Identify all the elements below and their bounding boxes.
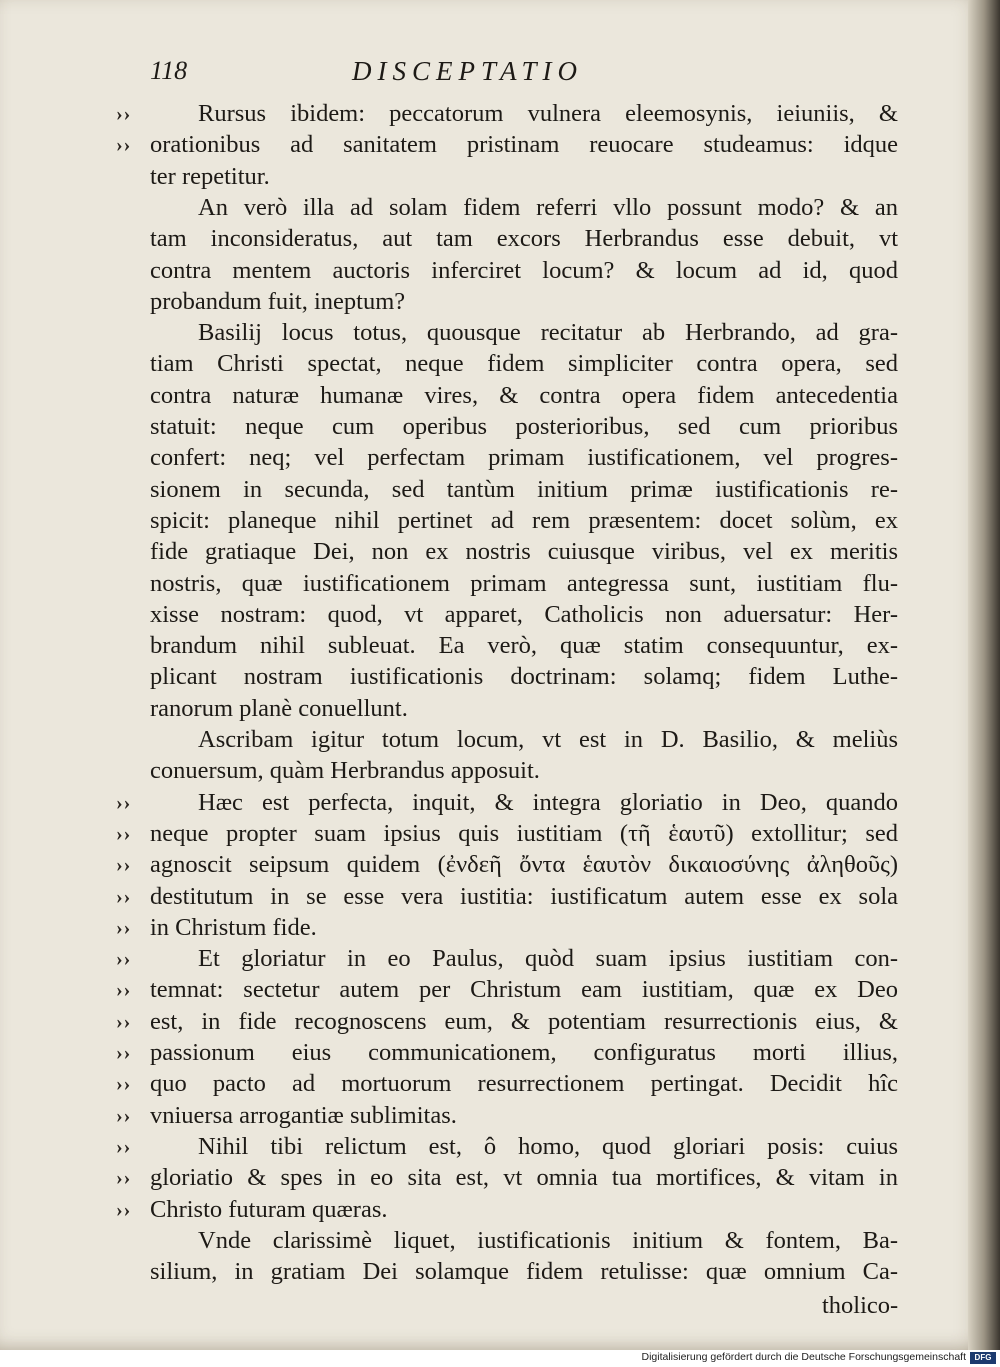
line-text: est, in fide recognoscens eum, & potentiam resurrectionis eius, & [150, 1007, 898, 1035]
quotation-marker: ›› [116, 134, 132, 157]
scan-edge [968, 0, 1000, 1350]
line-text: contra naturæ humanæ vires, & contra opera fidem antecedentia [150, 381, 898, 409]
text-line [0, 1194, 985, 1226]
text-line [0, 286, 985, 318]
line-text: tiam Christi spectat, neque fidem simpliciter contra opera, sed [150, 350, 898, 378]
page-number: 118 [150, 56, 188, 85]
quotation-marker: ›› [116, 1010, 132, 1033]
line-text: Christo futuram quæras. [150, 1195, 388, 1223]
text-line [0, 1100, 985, 1132]
text-line [0, 348, 985, 380]
text-line [0, 568, 985, 600]
quotation-marker: ›› [116, 1198, 132, 1221]
text-line [0, 1131, 985, 1163]
line-text: conuersum, quàm Herbrandus apposuit. [150, 757, 540, 785]
line-text: silium, in gratiam Dei solamque fidem retulisse: quæ omnium Ca- [150, 1258, 898, 1286]
line-text: Basilij locus totus, quousque recitatur ab Herbrando, ad gra- [198, 319, 898, 347]
line-text: nostris, quæ iustificationem primam antegressa sunt, iustitiam flu- [150, 569, 898, 597]
text-line [0, 223, 985, 255]
quotation-marker: ›› [116, 1042, 132, 1064]
line-text: Hæc est perfecta, inquit, & integra gloriatio in Deo, quando [198, 788, 898, 816]
text-line [0, 161, 985, 193]
quotation-marker: ›› [116, 1135, 132, 1158]
text-line [0, 380, 985, 412]
line-text: Nihil tibi relictum est, ô homo, quod gloriari posis: cuius [198, 1132, 898, 1160]
text-line [0, 599, 985, 631]
text-line [0, 630, 985, 662]
line-text: plicant nostram iustificationis doctrinam: solamq; fidem Luthe- [150, 663, 898, 691]
quotation-marker: ›› [116, 1104, 132, 1127]
text-line [0, 912, 985, 944]
line-text: tam inconsideratus, aut tam excors Herbrandus esse debuit, vt [150, 225, 898, 253]
text-line [0, 943, 985, 975]
text-line [0, 881, 985, 913]
line-text: quo pacto ad mortuorum resurrectionem pertingat. Decidit hîc [150, 1070, 898, 1098]
line-text: confert: neq; vel perfectam primam iustificationem, vel progres- [150, 444, 898, 472]
text-line [0, 849, 985, 881]
text-line [0, 411, 985, 443]
text-line [0, 661, 985, 693]
line-text: temnat: sectetur autem per Christum eam iustitiam, quæ ex Deo [150, 976, 898, 1004]
line-text: neque propter suam ipsius quis iustitiam (τῆ ἑαυτῦ) extollitur; sed [150, 819, 898, 847]
line-text: ter repetitur. [150, 162, 270, 190]
line-text: Rursus ibidem: peccatorum vulnera eleemosynis, ieiuniis, & [198, 100, 898, 127]
line-text: Et gloriatur in eo Paulus, quòd suam ipsius iustitiam con- [198, 945, 898, 973]
quotation-marker: ›› [116, 854, 132, 877]
text-line [0, 317, 985, 349]
quotation-marker: ›› [116, 1167, 132, 1190]
line-text: xisse nostram: quod, vt apparet, Catholicis non aduersatur: Her- [150, 600, 898, 628]
line-text: destitutum in se esse vera iustitia: iustificatum autem esse ex sola [150, 882, 898, 910]
text-line [0, 192, 985, 224]
running-title: DISCEPTATIO [352, 56, 583, 86]
quotation-marker: ›› [116, 885, 132, 908]
text-line [0, 1162, 985, 1194]
line-text: Vnde clarissimè liquet, iustificationis initium & fontem, Ba- [198, 1226, 898, 1254]
text-line [0, 787, 985, 819]
text-line [0, 442, 985, 474]
line-text: gloriatio & spes in eo sita est, vt omnia tua mortifices, & vitam in [150, 1164, 898, 1192]
line-text: statuit: neque cum operibus posterioribus, sed cum prioribus [150, 413, 898, 440]
text-line [0, 129, 985, 161]
text-line [0, 724, 985, 756]
text-line [0, 1006, 985, 1038]
quotation-marker: ›› [116, 916, 132, 939]
line-text: probandum fuit, ineptum? [150, 287, 406, 315]
text-line [0, 693, 985, 725]
quotation-marker: ›› [116, 822, 132, 845]
text-line [0, 818, 985, 850]
text-line [0, 974, 985, 1006]
text-line [0, 474, 985, 506]
dfg-logo: DFG [970, 1352, 996, 1364]
line-text: orationibus ad sanitatem pristinam reuocare studeamus: idque [150, 131, 898, 159]
line-text: agnoscit seipsum quidem (ἐνδεῆ ὄντα ἑαυτὸν δικαιοσύνης ἀληθοῦς) [150, 851, 898, 879]
text-line [0, 505, 985, 537]
line-text: passionum eius communicationem, configuratus morti illius, [150, 1039, 898, 1066]
line-text: brandum nihil subleuat. Ea verò, quæ statim consequuntur, ex- [150, 632, 898, 660]
page-header [0, 56, 985, 96]
text-line [0, 755, 985, 787]
quotation-marker: ›› [116, 948, 132, 971]
quotation-marker: ›› [116, 979, 132, 1002]
line-text: vniuersa arrogantiæ sublimitas. [150, 1101, 457, 1129]
quotation-marker: ›› [116, 103, 132, 125]
line-text: spicit: planeque nihil pertinet ad rem præsentem: docet solùm, ex [150, 506, 898, 534]
footer-strip [0, 1350, 1000, 1367]
digitization-credit: Digitalisierung gefördert durch die Deutsche Forschungsgemeinschaft [641, 1351, 966, 1363]
line-text: contra mentem auctoris inferciret locum? & locum ad id, quod [150, 256, 898, 284]
text-line [0, 536, 985, 568]
text-line [0, 1256, 985, 1288]
text-line [0, 98, 985, 130]
line-text: sionem in secunda, sed tantùm initium primæ iustificationis re- [150, 475, 898, 503]
quotation-marker: ›› [116, 791, 132, 814]
line-text: in Christum fide. [150, 913, 317, 941]
text-line [0, 1037, 985, 1069]
text-line [0, 1068, 985, 1100]
text-line [0, 1225, 985, 1257]
line-text: ranorum planè conuellunt. [150, 694, 408, 722]
catchword: tholico- [822, 1292, 899, 1319]
line-text: An verò illa ad solam fidem referri vllo possunt modo? & an [198, 193, 898, 221]
text-line [0, 255, 985, 287]
line-text: Ascribam igitur totum locum, vt est in D. Basilio, & meliùs [198, 726, 898, 753]
line-text: fide gratiaque Dei, non ex nostris cuiusque viribus, vel ex meritis [150, 538, 898, 566]
quotation-marker: ›› [116, 1073, 132, 1096]
